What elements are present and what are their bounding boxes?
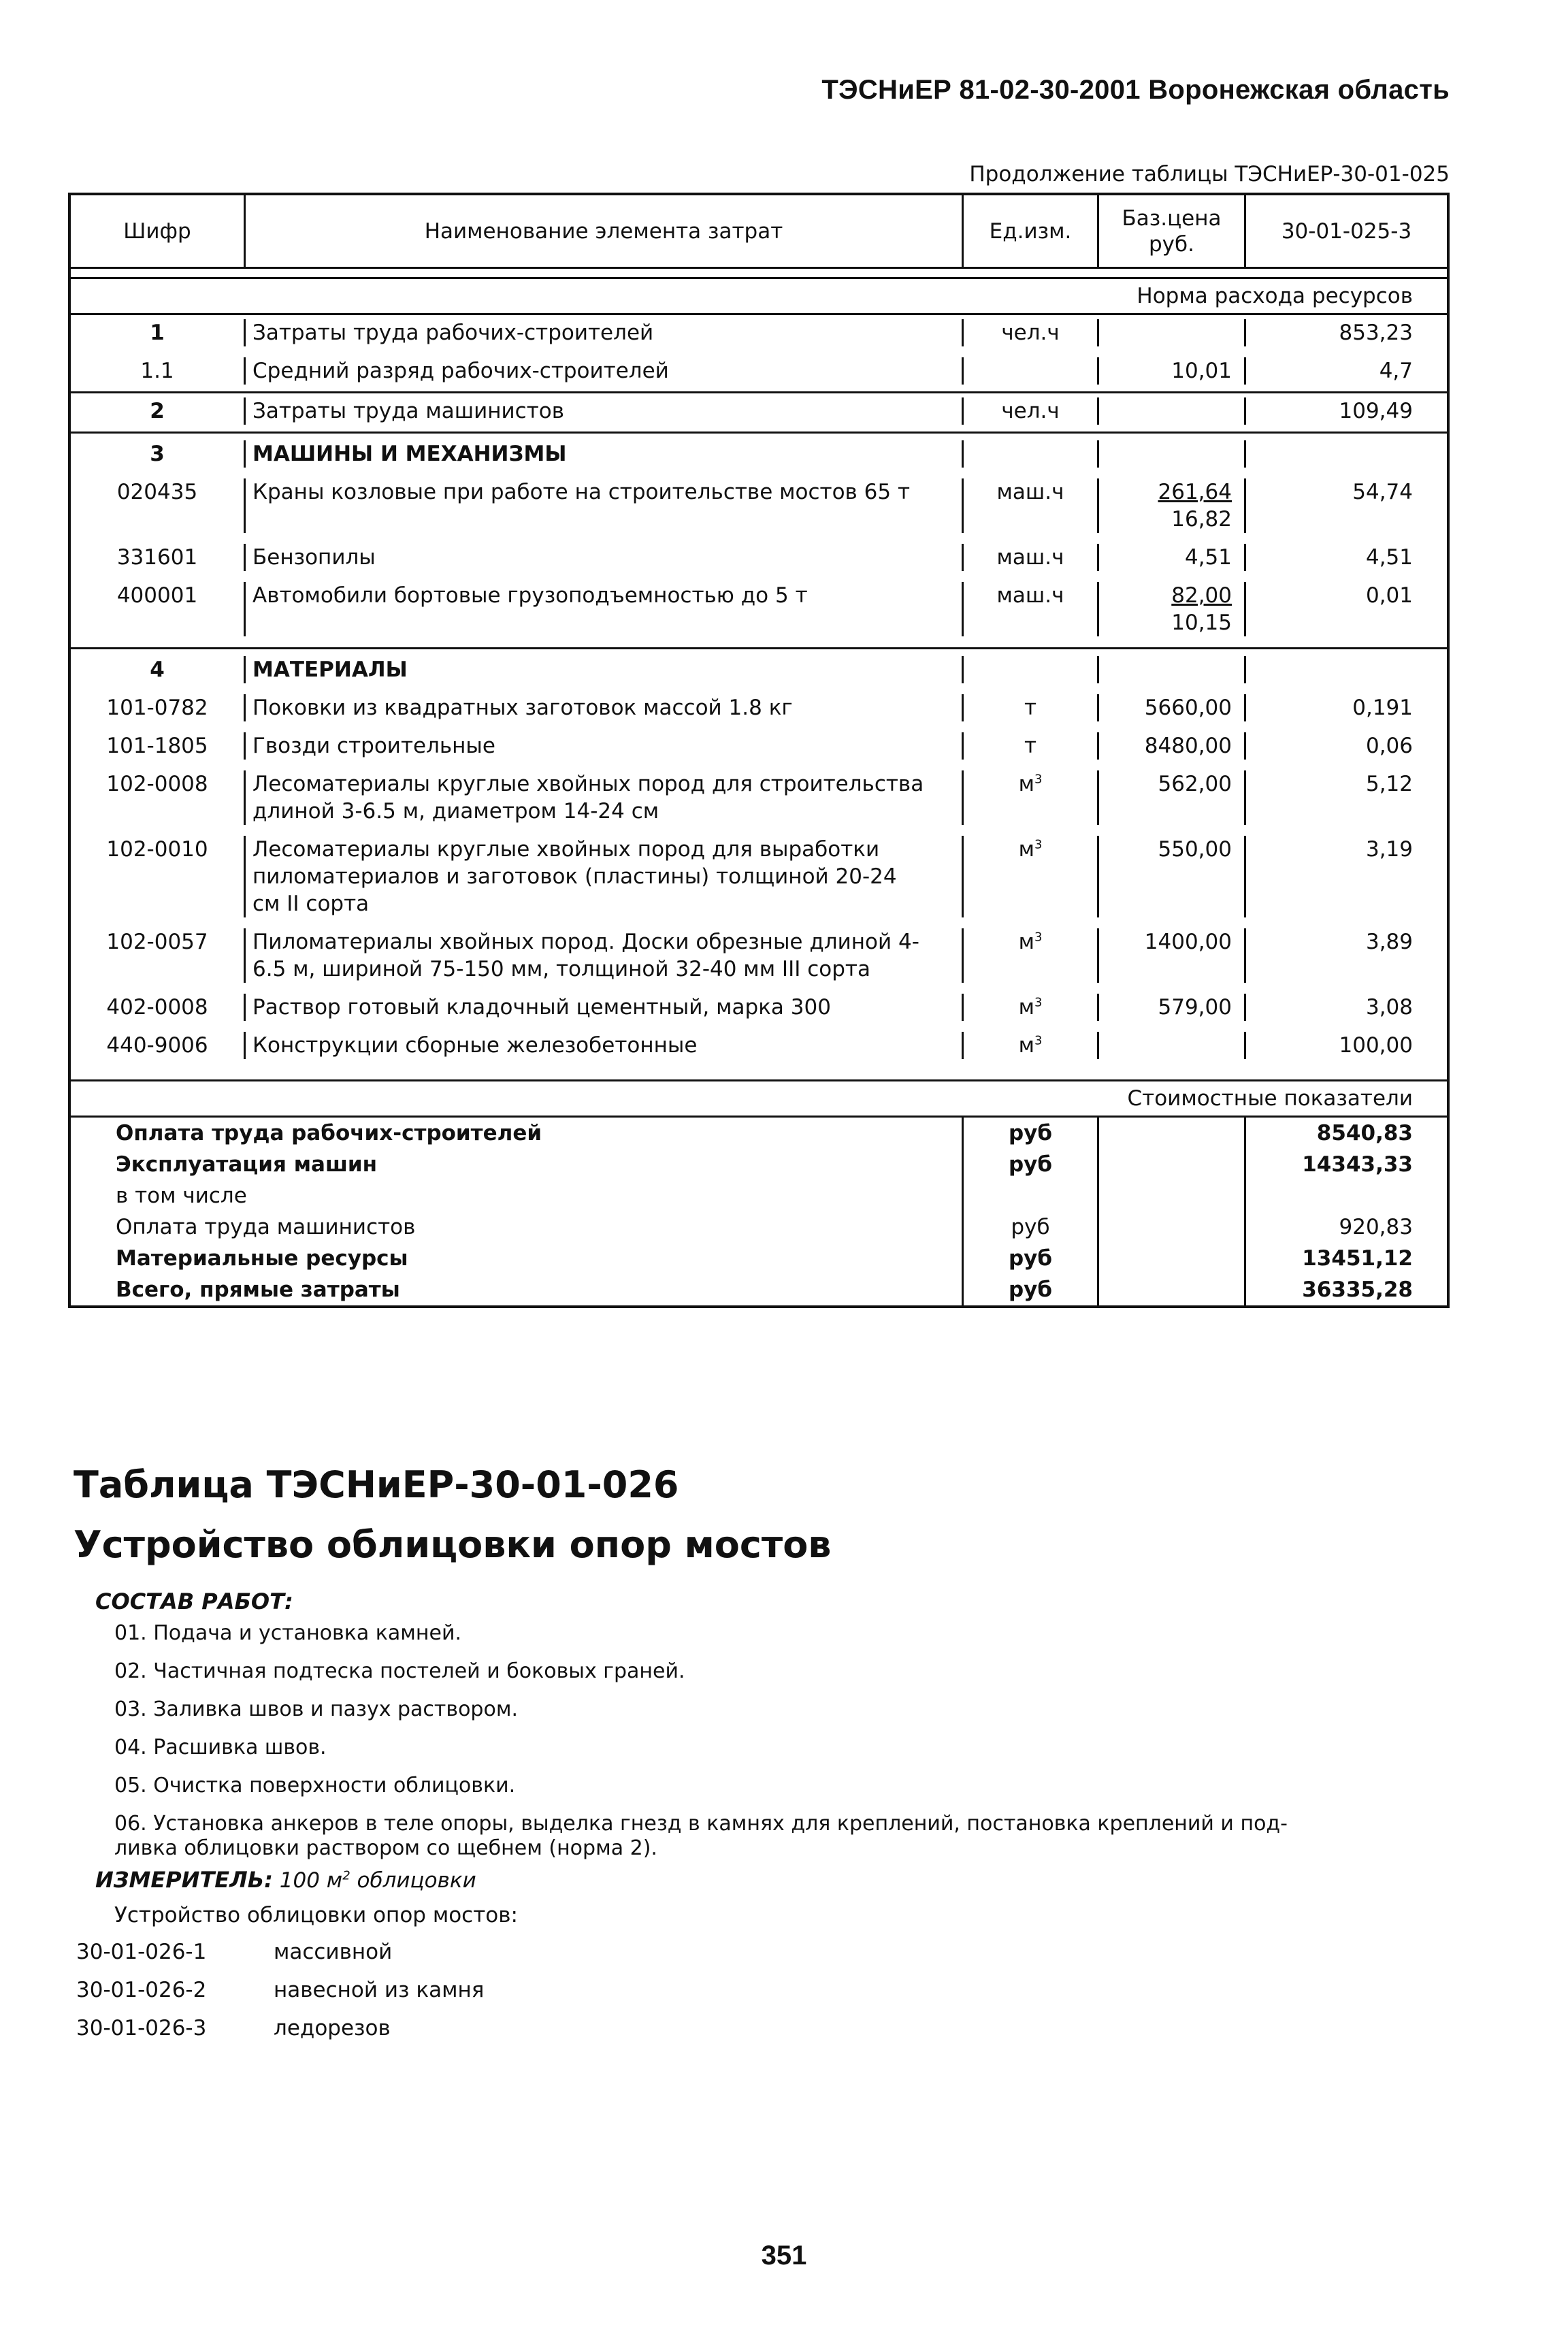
summary-empty xyxy=(1097,1274,1244,1305)
summary-row xyxy=(71,1274,1447,1305)
price-value: 82,00 xyxy=(1171,583,1232,608)
summary-row xyxy=(71,1118,1447,1149)
cell-name-line: пиломатериалов и заготовок (пластины) толщиной 20-24 xyxy=(252,864,897,889)
cell-name: Бензопилы xyxy=(244,544,962,571)
cell-name: Раствор готовый кладочный цементный, марка 300 xyxy=(244,994,962,1021)
table-row xyxy=(71,315,1447,353)
cell-norm: 54,74 xyxy=(1244,478,1447,533)
work-item: 03. Заливка швов и пазух раствором. xyxy=(114,1697,518,1721)
table-row xyxy=(71,391,1447,432)
table-row xyxy=(71,1028,1447,1079)
cell-norm: 853,23 xyxy=(1244,319,1447,346)
cell-norm: 3,89 xyxy=(1244,928,1447,983)
cell-code: 3 xyxy=(150,442,165,466)
col-header-price: Баз.цена руб. xyxy=(1097,195,1244,267)
cell-code: 402-0008 xyxy=(106,995,208,1020)
cell-unit: $м^3$ xyxy=(962,836,1097,917)
cell-norm: 0,01 xyxy=(1244,582,1447,636)
work-item: ливка облицовки раствором со щебнем (норма 2). xyxy=(114,1836,657,1860)
cell-unit: маш.ч xyxy=(962,544,1097,571)
cell-norm: 0,191 xyxy=(1244,694,1447,721)
cost-band: Стоимостные показатели xyxy=(71,1079,1447,1118)
cell-name-line: см II сорта xyxy=(252,892,370,916)
cell-unit: $м^3$ xyxy=(962,1032,1097,1059)
cell-price xyxy=(1097,478,1244,533)
table-subtitle: Устройство облицовки опор мостов xyxy=(74,1523,832,1566)
price-value-secondary: 16,82 xyxy=(1171,507,1232,532)
price-value: 1400,00 xyxy=(1144,930,1232,954)
summary-block xyxy=(71,1118,1447,1305)
cell-name: Затраты труда рабочих-строителей xyxy=(244,319,962,346)
cell-price xyxy=(1097,319,1244,346)
table-row xyxy=(71,353,1447,391)
cell-name: Автомобили бортовые грузоподъемностью до 5 т xyxy=(244,582,962,636)
cell-price xyxy=(1097,1032,1244,1059)
price-value: 562,00 xyxy=(1158,772,1232,796)
summary-label: Оплата труда рабочих-строителей xyxy=(116,1121,542,1145)
codes-list xyxy=(76,1940,484,2054)
table-row xyxy=(71,474,1447,540)
cell-norm xyxy=(1244,656,1447,683)
code-row xyxy=(76,1978,484,2016)
price-value: 8480,00 xyxy=(1144,734,1232,758)
summary-unit xyxy=(962,1180,1097,1211)
cell-price xyxy=(1097,440,1244,468)
table-row xyxy=(71,990,1447,1028)
col-header-name: Наименование элемента затрат xyxy=(244,195,962,267)
cell-name: МАШИНЫ И МЕХАНИЗМЫ xyxy=(244,440,962,468)
summary-unit: руб xyxy=(962,1274,1097,1305)
cell-name-line: Лесоматериалы круглые хвойных пород для строительства xyxy=(252,772,924,796)
summary-row xyxy=(71,1180,1447,1211)
table-row xyxy=(71,728,1447,766)
table-row xyxy=(71,924,1447,990)
work-item: 01. Подача и установка камней. xyxy=(114,1621,461,1645)
summary-row xyxy=(71,1149,1447,1180)
cell-price xyxy=(1097,928,1244,983)
cell-name: Поковки из квадратных заготовок массой 1.8 кг xyxy=(244,694,962,721)
summary-value: 8540,83 xyxy=(1244,1118,1447,1149)
cell-code: 2 xyxy=(150,399,165,423)
work-item: 02. Частичная подтеска постелей и боковых граней. xyxy=(114,1659,685,1683)
cell-name xyxy=(244,770,962,825)
cell-unit xyxy=(962,656,1097,683)
cell-norm: 0,06 xyxy=(1244,732,1447,760)
cell-code: 400001 xyxy=(116,583,198,608)
table-spacer xyxy=(71,269,1447,279)
cell-name xyxy=(244,928,962,983)
cell-code: 101-1805 xyxy=(106,734,208,758)
summary-row xyxy=(71,1243,1447,1274)
composition-label: СОСТАВ РАБОТ: xyxy=(95,1589,293,1614)
cell-price xyxy=(1097,732,1244,760)
price-value: 5660,00 xyxy=(1144,696,1232,720)
meter-value: 100 $м^2$ облицовки xyxy=(279,1868,476,1893)
cell-norm: 3,19 xyxy=(1244,836,1447,917)
summary-empty xyxy=(1097,1118,1244,1149)
cell-unit: т xyxy=(962,694,1097,721)
cell-name: Средний разряд рабочих-строителей xyxy=(244,357,962,385)
cell-norm xyxy=(1244,440,1447,468)
table-row xyxy=(71,647,1447,690)
summary-empty xyxy=(1097,1243,1244,1274)
cell-name-line: Пиломатериалы хвойных пород. Доски обрезные длиной 4- xyxy=(252,930,919,954)
cell-unit: $м^3$ xyxy=(962,770,1097,825)
summary-label: Материальные ресурсы xyxy=(116,1246,408,1271)
table-header-row xyxy=(71,195,1447,269)
price-value: 550,00 xyxy=(1158,837,1232,862)
cell-price xyxy=(1097,994,1244,1021)
work-item: 05. Очистка поверхности облицовки. xyxy=(114,1774,516,1797)
code-row xyxy=(76,2016,484,2054)
summary-label: Эксплуатация машин xyxy=(116,1152,378,1177)
cell-name-line: длиной 3-6.5 м, диаметром 14-24 см xyxy=(252,799,659,824)
cell-name-line: Лесоматериалы круглые хвойных пород для выработки xyxy=(252,837,880,862)
work-item: 06. Установка анкеров в теле опоры, выделка гнезд в камнях для креплений, постановка креплений и под- xyxy=(114,1812,1288,1836)
cell-code: 102-0008 xyxy=(106,772,208,796)
table-title: Таблица ТЭСНиЕР-30-01-026 xyxy=(74,1463,679,1506)
page-number: 351 xyxy=(761,2241,807,2270)
cell-price xyxy=(1097,656,1244,683)
cell-unit: $м^3$ xyxy=(962,928,1097,983)
code-name: ледорезов xyxy=(274,2016,391,2040)
price-value-secondary: 10,15 xyxy=(1171,611,1232,635)
cell-code: 1 xyxy=(150,321,165,345)
cell-unit xyxy=(962,440,1097,468)
price-value: 4,51 xyxy=(1184,545,1232,570)
cell-price xyxy=(1097,397,1244,425)
cell-name: Гвозди строительные xyxy=(244,732,962,760)
code-name: навесной из камня xyxy=(274,1978,485,2002)
table-row xyxy=(71,832,1447,924)
cell-price xyxy=(1097,357,1244,385)
code-id: 30-01-026-2 xyxy=(76,1978,207,2002)
summary-value: 13451,12 xyxy=(1244,1243,1447,1274)
cell-code: 102-0057 xyxy=(106,930,208,954)
cell-name: МАТЕРИАЛЫ xyxy=(244,656,962,683)
meter-line xyxy=(95,1867,476,1893)
cell-unit: маш.ч xyxy=(962,478,1097,533)
cell-code: 331601 xyxy=(116,545,198,570)
resource-table xyxy=(68,193,1450,1308)
table-row xyxy=(71,690,1447,728)
summary-empty xyxy=(1097,1211,1244,1243)
table-row xyxy=(71,578,1447,647)
cell-unit: чел.ч xyxy=(962,397,1097,425)
device-label: Устройство облицовки опор мостов: xyxy=(114,1903,518,1927)
col-header-code: Шифр xyxy=(123,218,191,244)
summary-value: 14343,33 xyxy=(1244,1149,1447,1180)
summary-unit: руб xyxy=(962,1211,1097,1243)
table-body xyxy=(71,315,1447,1079)
norm-band: Норма расхода ресурсов xyxy=(71,279,1447,315)
cell-code: 020435 xyxy=(116,480,198,504)
col-header-norm: 30-01-025-3 xyxy=(1244,195,1447,267)
summary-label: Всего, прямые затраты xyxy=(116,1277,400,1302)
cell-unit: маш.ч xyxy=(962,582,1097,636)
cell-norm: 3,08 xyxy=(1244,994,1447,1021)
cell-norm: 100,00 xyxy=(1244,1032,1447,1059)
cell-norm: 4,7 xyxy=(1244,357,1447,385)
col-header-unit: Ед.изм. xyxy=(962,195,1097,267)
table-row xyxy=(71,540,1447,578)
table-row xyxy=(71,766,1447,832)
summary-value xyxy=(1244,1180,1447,1211)
cell-norm: 4,51 xyxy=(1244,544,1447,571)
cell-price xyxy=(1097,544,1244,571)
cell-name-line: 6.5 м, шириной 75-150 мм, толщиной 32-40 мм III сорта xyxy=(252,957,870,981)
cell-price xyxy=(1097,770,1244,825)
summary-label: Оплата труда машинистов xyxy=(116,1215,416,1239)
code-name: массивной xyxy=(274,1940,393,1964)
summary-empty xyxy=(1097,1180,1244,1211)
cell-name: Краны козловые при работе на строительстве мостов 65 т xyxy=(244,478,962,533)
summary-value: 36335,28 xyxy=(1244,1274,1447,1305)
code-id: 30-01-026-3 xyxy=(76,2016,207,2040)
price-value: 261,64 xyxy=(1158,480,1232,504)
cell-name xyxy=(244,836,962,917)
price-value: 10,01 xyxy=(1171,359,1232,383)
summary-unit: руб xyxy=(962,1118,1097,1149)
meter-label: ИЗМЕРИТЕЛЬ: xyxy=(95,1867,273,1893)
cell-unit: чел.ч xyxy=(962,319,1097,346)
cell-code: 440-9006 xyxy=(106,1033,208,1058)
summary-value: 920,83 xyxy=(1244,1211,1447,1243)
cell-code: 1.1 xyxy=(140,359,174,383)
summary-label: в том числе xyxy=(116,1184,247,1208)
cell-price xyxy=(1097,836,1244,917)
table-continuation-note: Продолжение таблицы ТЭСНиЕР-30-01-025 xyxy=(969,162,1450,186)
code-id: 30-01-026-1 xyxy=(76,1940,207,1964)
cell-name: Конструкции сборные железобетонные xyxy=(244,1032,962,1059)
summary-empty xyxy=(1097,1149,1244,1180)
summary-unit: руб xyxy=(962,1243,1097,1274)
table-row xyxy=(71,432,1447,474)
price-value: 579,00 xyxy=(1158,995,1232,1020)
cell-unit: $м^3$ xyxy=(962,994,1097,1021)
summary-unit: руб xyxy=(962,1149,1097,1180)
summary-row xyxy=(71,1211,1447,1243)
cell-norm: 109,49 xyxy=(1244,397,1447,425)
cell-price xyxy=(1097,694,1244,721)
work-item: 04. Расшивка швов. xyxy=(114,1736,327,1759)
cell-name: Затраты труда машинистов xyxy=(244,397,962,425)
cell-norm: 5,12 xyxy=(1244,770,1447,825)
cell-price xyxy=(1097,582,1244,636)
cell-unit xyxy=(962,357,1097,385)
cell-code: 102-0010 xyxy=(106,837,208,862)
document-header: ТЭСНиЕР 81-02-30-2001 Воронежская область xyxy=(821,75,1450,105)
cell-code: 101-0782 xyxy=(106,696,208,720)
cell-unit: т xyxy=(962,732,1097,760)
cell-code: 4 xyxy=(150,657,165,682)
code-row xyxy=(76,1940,484,1978)
